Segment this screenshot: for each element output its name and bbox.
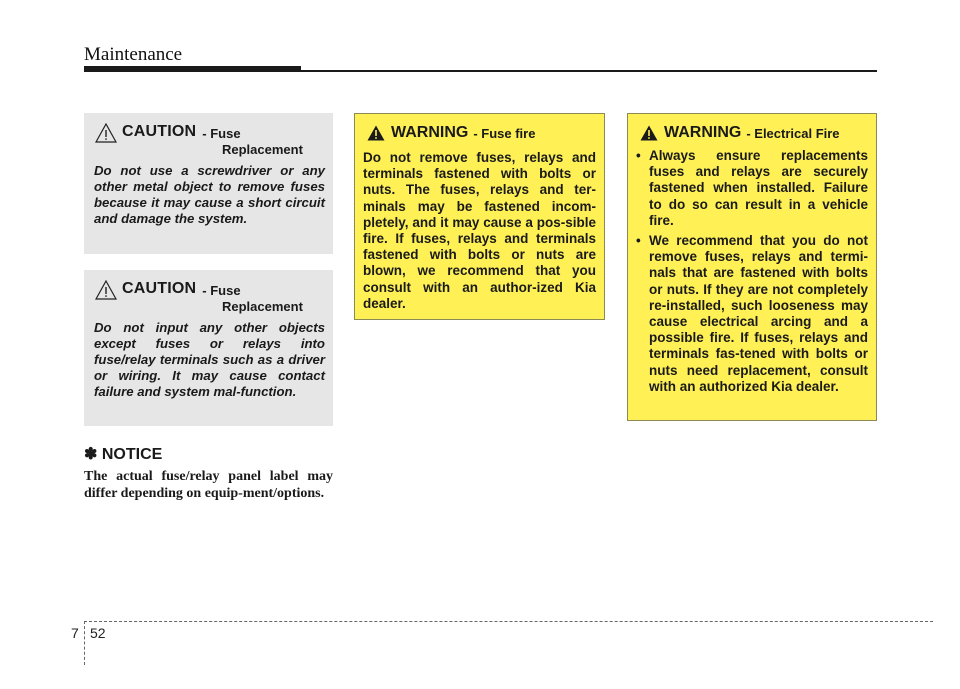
- warning-box-fuse-fire: [354, 113, 605, 320]
- caution-subtitle-line2: Replacement: [222, 299, 303, 314]
- notice-label: NOTICE: [101, 446, 163, 463]
- warning-subtitle: - Fuse fire: [473, 125, 536, 141]
- notice-section: [84, 444, 333, 502]
- warning-box-electrical-fire: [627, 113, 877, 421]
- warning-subtitle: - Electrical Fire: [746, 125, 840, 141]
- caution-box-screwdriver: [84, 113, 333, 254]
- caution-text: Do not use a screwdriver or any other metal object to remove fuses because it may cause a short circuit and damage the system.: [94, 163, 325, 226]
- warning-triangle-icon: [640, 125, 658, 141]
- warning-list-item: • Always ensure replacements fuses and relays are securely fastened when installed. Failure to do so can result in a vehicle fire.: [636, 148, 868, 229]
- caution-label: CAUTION: [122, 123, 197, 140]
- warning-label: WARNING: [391, 124, 469, 141]
- warning-label: WARNING: [664, 124, 742, 141]
- notice-text: The actual fuse/relay panel label may differ depending on equip-ment/options.: [84, 469, 333, 501]
- page-header-title: Maintenance: [84, 44, 183, 65]
- header-rule-thin: [301, 70, 877, 72]
- page-number: 52: [90, 625, 106, 641]
- caution-heading: [92, 280, 325, 300]
- warning-text: Do not remove fuses, relays and terminals fastened with bolts or nuts. The fuses, relays and ter-minals may be fastened incom-pletely, and it may cause a pos-sible fire. If fuses, relays and terminals fastened with bolts or nuts are blown, we recommend that you consult with an author-ized Kia dealer.: [363, 150, 596, 311]
- warning-triangle-icon: [367, 125, 385, 141]
- caution-text: Do not input any other objects except fuses or relays into fuse/relay terminals such as a driver or wiring. It may cause contact failure and system mal-function.: [94, 320, 325, 399]
- warning-heading: [363, 124, 596, 142]
- chapter-number: 7: [71, 625, 79, 641]
- caution-subtitle-line2: Replacement: [222, 142, 303, 157]
- caution-triangle-icon: [95, 280, 117, 300]
- caution-subtitle: - Fuse: [202, 126, 241, 141]
- caution-triangle-icon: [95, 123, 117, 143]
- header-rule-thick: [84, 66, 301, 72]
- notice-symbol-icon: ✽: [84, 446, 98, 463]
- footer-divider: [84, 621, 85, 665]
- warning-heading: [636, 124, 868, 142]
- warning-list-item: • We recommend that you do not remove fuses, relays and termi-nals that are fastened with bolts or nuts. If they are not completely re-installed, such looseness may cause electrical arcing and a possible fire. If fuses, relays and terminals fas-tened with bolts or nuts need replacement, consult with an authorized Kia dealer.: [636, 233, 868, 395]
- caution-subtitle: - Fuse: [202, 283, 241, 298]
- caution-label: CAUTION: [122, 280, 197, 297]
- notice-heading: [84, 444, 333, 464]
- caution-box-terminals: [84, 270, 333, 426]
- warning-list: [636, 148, 868, 395]
- footer-rule: [84, 621, 933, 622]
- caution-heading: [92, 123, 325, 143]
